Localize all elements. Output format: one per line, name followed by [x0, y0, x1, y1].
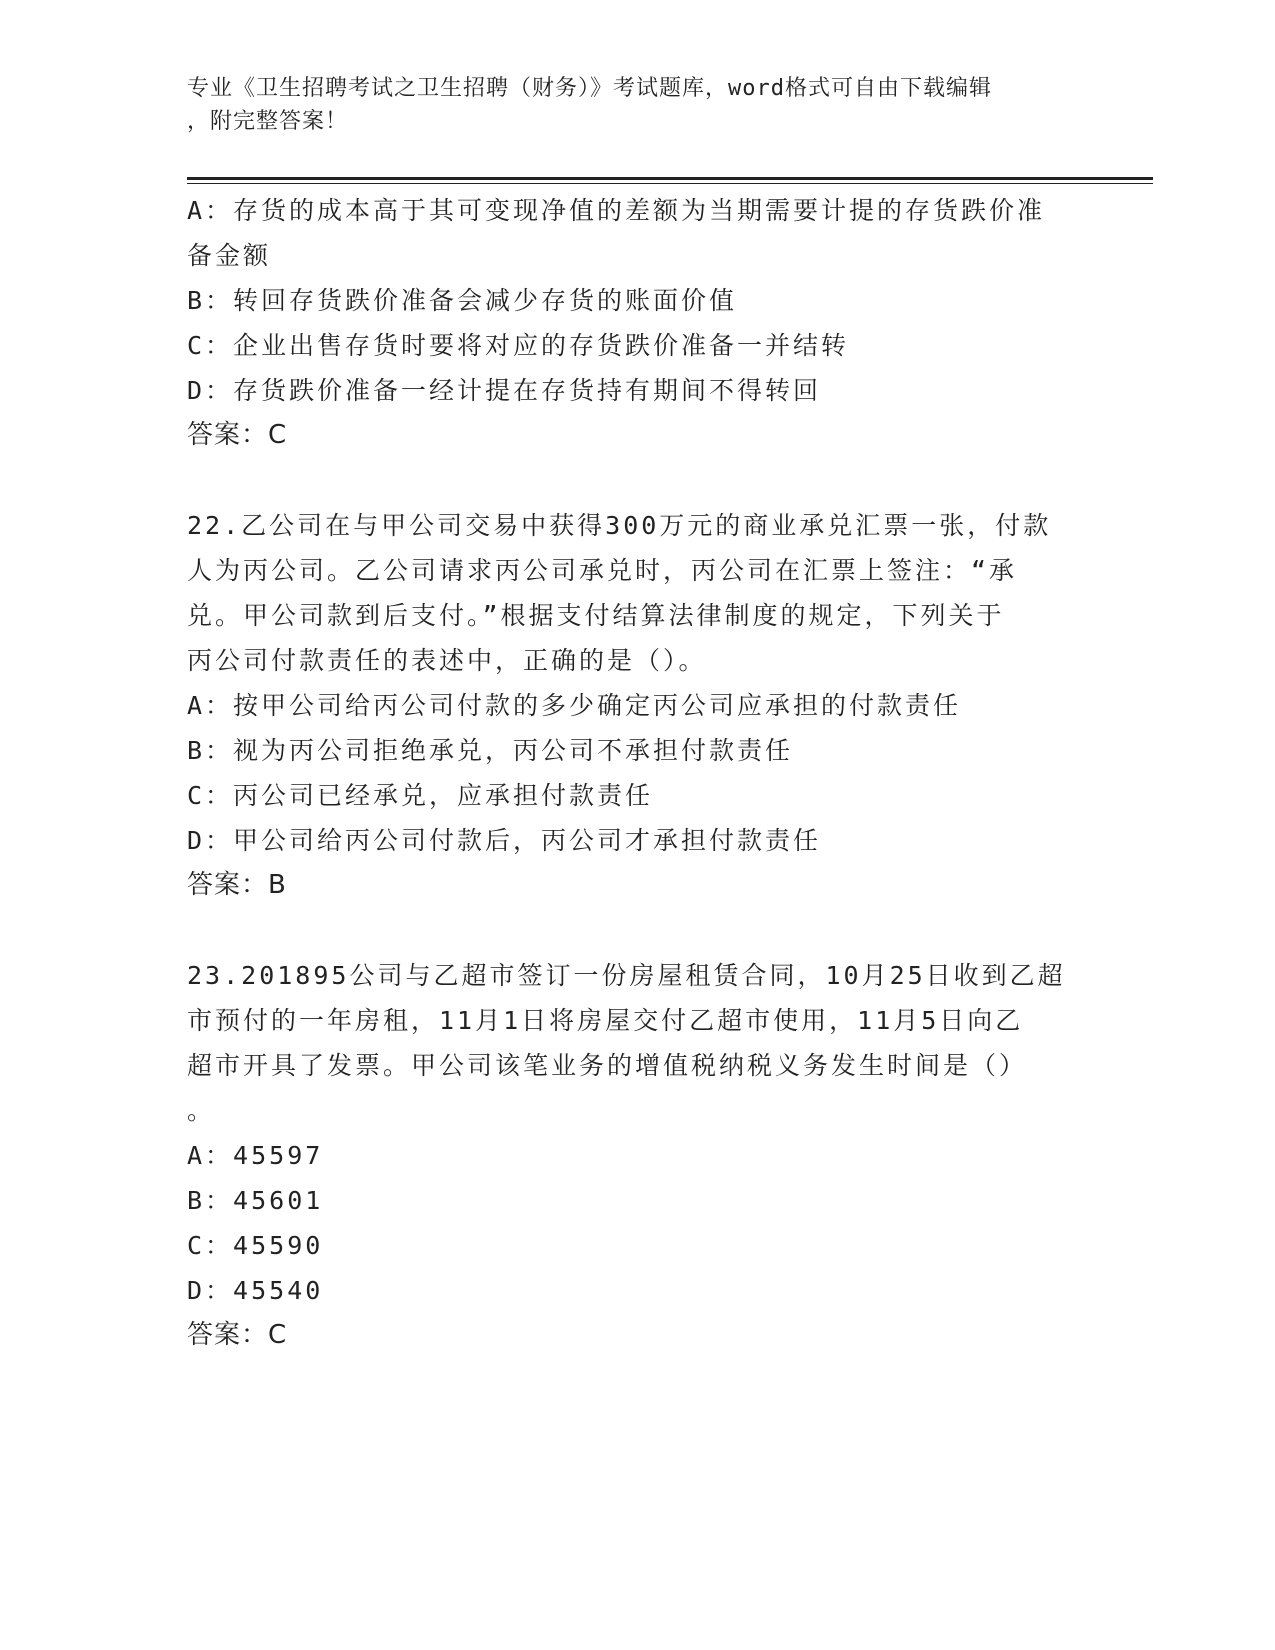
question-22-option-b: B：视为丙公司拒绝承兑，丙公司不承担付款责任	[187, 736, 794, 765]
question-23-answer: 答案：C	[187, 1320, 288, 1350]
question-23-option-a: A：45597	[187, 1141, 324, 1170]
option-c: C：企业出售存货时要将对应的存货跌价准备一并结转	[187, 331, 850, 360]
question-22-stem-line-2: 人为丙公司。乙公司请求丙公司承兑时，丙公司在汇票上签注：“承	[187, 556, 1018, 585]
header-line-1: 专业《卫生招聘考试之卫生招聘（财务）》考试题库，word格式可自由下载编辑	[187, 76, 992, 101]
option-b: B：转回存货跌价准备会减少存货的账面价值	[187, 286, 738, 315]
question-22	[187, 503, 1087, 863]
question-23	[187, 953, 1087, 1313]
question-23-stem-line-3: 超市开具了发票。甲公司该笔业务的增值税纳税义务发生时间是（）	[187, 1051, 1028, 1080]
question-23-stem-line-1: 23.201895公司与乙超市签订一份房屋租赁合同，10月25日收到乙超	[187, 961, 1066, 990]
question-22-stem-line-3: 兑。甲公司款到后支付。”根据支付结算法律制度的规定，下列关于	[187, 601, 1005, 630]
header-divider-thin	[187, 183, 1153, 184]
header-divider-thick	[187, 177, 1153, 180]
option-d: D：存货跌价准备一经计提在存货持有期间不得转回	[187, 376, 822, 405]
option-a-line-1: A：存货的成本高于其可变现净值的差额为当期需要计提的存货跌价准	[187, 196, 1046, 225]
spacer	[187, 458, 1087, 503]
question-23-stem-line-2: 市预付的一年房租，11月1日将房屋交付乙超市使用，11月5日向乙	[187, 1006, 1024, 1035]
question-21-options	[187, 188, 1087, 413]
question-22-stem-line-1: 22.乙公司在与甲公司交易中获得300万元的商业承兑汇票一张，付款	[187, 511, 1052, 540]
question-22-option-a: A：按甲公司给丙公司付款的多少确定丙公司应承担的付款责任	[187, 691, 962, 720]
question-22-option-d: D：甲公司给丙公司付款后，丙公司才承担付款责任	[187, 826, 822, 855]
question-content	[187, 188, 1087, 1358]
question-23-stem-line-4: 。	[187, 1096, 216, 1125]
spacer	[187, 908, 1087, 953]
question-23-option-c: C：45590	[187, 1231, 324, 1260]
document-header-note	[187, 72, 1067, 138]
question-23-option-b: B：45601	[187, 1186, 324, 1215]
question-22-answer: 答案：B	[187, 870, 287, 900]
question-23-option-d: D：45540	[187, 1276, 324, 1305]
question-21-answer: 答案：C	[187, 420, 288, 450]
header-line-2: ，附完整答案！	[187, 109, 349, 134]
question-22-stem-line-4: 丙公司付款责任的表述中，正确的是（）。	[187, 646, 707, 675]
question-22-option-c: C：丙公司已经承兑，应承担付款责任	[187, 781, 654, 810]
option-a-line-2: 备金额	[187, 241, 272, 270]
